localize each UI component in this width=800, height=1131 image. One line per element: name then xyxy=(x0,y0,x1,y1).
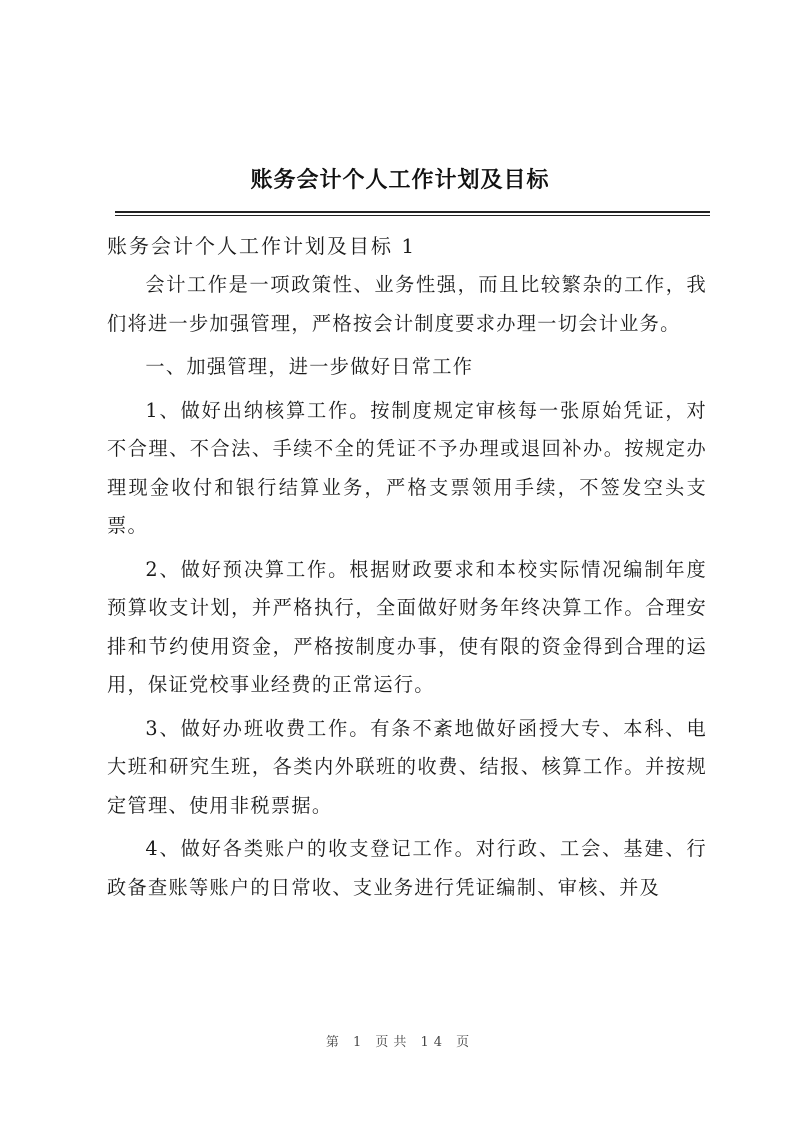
page-number-footer: 第 1 页共 14 页 xyxy=(325,1035,475,1050)
document-title: 账务会计个人工作计划及目标 xyxy=(250,167,550,193)
paragraph-section-1: 一、加强管理，进一步做好日常工作 xyxy=(145,355,474,378)
title-divider-thick xyxy=(115,211,710,213)
section-heading: 账务会计个人工作计划及目标 1 xyxy=(107,234,417,258)
document-body xyxy=(107,228,707,912)
paragraph-item-1: 1、做好出纳核算工作。按制度规定审核每一张原始凭证，对不合理、不合法、手续不全的凭证不予办理或退回补办。按规定办理现金收付和银行结算业务，严格支票领用手续，不签发空头支票。 xyxy=(107,398,707,537)
paragraph-intro: 会计工作是一项政策性、业务性强，而且比较繁杂的工作，我们将进一步加强管理，严格按会计制度要求办理一切会计业务。 xyxy=(107,273,707,335)
paragraph-item-2: 2、做好预决算工作。根据财政要求和本校实际情况编制年度预算收支计划，并严格执行，全面做好财务年终决算工作。合理安排和节约使用资金，严格按制度办事，使有限的资金得到合理的运用，保证党校事业经费的正常运行。 xyxy=(107,557,707,696)
paragraph-item-4: 4、做好各类账户的收支登记工作。对行政、工会、基建、行政备查账等账户的日常收、支业务进行凭证编制、审核、并及 xyxy=(107,837,707,899)
paragraph-item-3: 3、做好办班收费工作。有条不紊地做好函授大专、本科、电大班和研究生班，各类内外联班的收费、结报、核算工作。并按规定管理、使用非税票据。 xyxy=(107,716,707,817)
title-divider-thin xyxy=(115,215,710,216)
